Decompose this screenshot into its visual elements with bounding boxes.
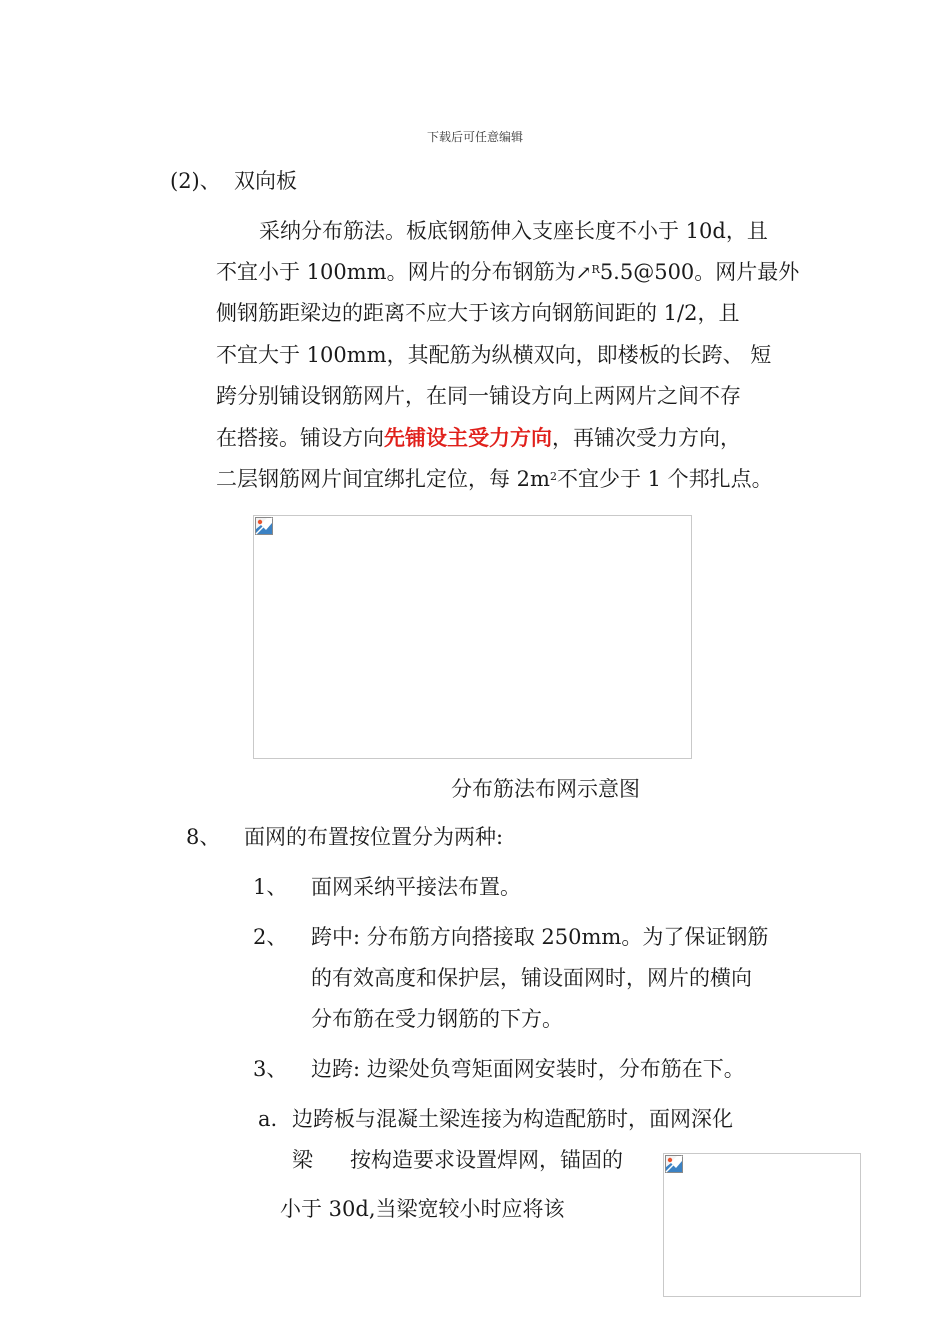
section8-number: 8、	[186, 825, 221, 849]
list-item-text: 分布筋在受力钢筋的下方。	[311, 1007, 563, 1031]
list-item-text: 边跨: 边梁处负弯矩面网安装时，分布筋在下。	[311, 1057, 745, 1081]
broken-image-icon	[255, 517, 273, 535]
para-line-5: 跨分别铺设钢筋网片，在同一铺设方向上两网片之间不存	[216, 384, 741, 408]
section-title: 双向板	[234, 169, 297, 193]
highlight-text: 先铺设主受力方向	[384, 425, 552, 450]
sub-item-line-3: 小于 30d,当梁宽较小时应将该	[280, 1197, 565, 1221]
detail-image	[663, 1153, 861, 1297]
section-number: (2)、	[170, 169, 221, 193]
figure-caption: 分布筋法布网示意图	[451, 777, 640, 801]
list-item-text: 面网采纳平接法布置。	[311, 875, 521, 899]
rebar-symbol-icon: ↗	[575, 262, 592, 284]
para-line-6a: 在搭接。铺设方向	[216, 426, 384, 450]
figure-image	[253, 515, 692, 759]
para-line-1: 采纳分布筋法。板底钢筋伸入支座长度不小于 10d，且	[259, 219, 768, 243]
sub-item-marker: a.	[258, 1107, 278, 1131]
para-line-2	[216, 257, 799, 288]
list-item-text: 跨中: 分布筋方向搭接取 250mm。为了保证钢筋	[311, 925, 769, 949]
para-line-7	[216, 464, 773, 494]
page-header: 下载后可任意编辑	[426, 130, 523, 144]
para-line-6	[216, 423, 741, 453]
broken-image-icon	[665, 1155, 683, 1173]
rebar-grade-sup: R	[591, 263, 600, 276]
sub-item-line-1: 边跨板与混凝土梁连接为构造配筋时，面网深化	[292, 1107, 733, 1131]
list-item-number: 3、	[253, 1057, 288, 1081]
sub-item-line-2b: 按构造要求设置焊网，锚固的	[350, 1148, 623, 1172]
list-item-number: 1、	[253, 875, 288, 899]
para-line-6b: ，再铺次受力方向，	[552, 426, 741, 450]
section8-title: 面网的布置按位置分为两种:	[244, 825, 504, 849]
list-item-text: 的有效高度和保护层，铺设面网时，网片的横向	[311, 966, 752, 990]
area-unit-sup: 2	[549, 470, 557, 483]
list-item-number: 2、	[253, 925, 288, 949]
sub-item-line-2a: 梁	[292, 1148, 313, 1172]
para-line-7b: 不宜少于 1 个邦扎点。	[556, 467, 773, 491]
para-line-3: 侧钢筋距梁边的距离不应大于该方向钢筋间距的 1/2，且	[216, 301, 740, 325]
para-line-2b: 5.5@500。网片最外	[599, 260, 800, 284]
para-line-2a: 不宜小于 100mm。网片的分布钢筋为	[216, 260, 576, 284]
para-line-7a: 二层钢筋网片间宜绑扎定位，每 2m	[216, 467, 550, 491]
para-line-4: 不宜大于 100mm，其配筋为纵横双向，即楼板的长跨、 短	[216, 343, 772, 367]
